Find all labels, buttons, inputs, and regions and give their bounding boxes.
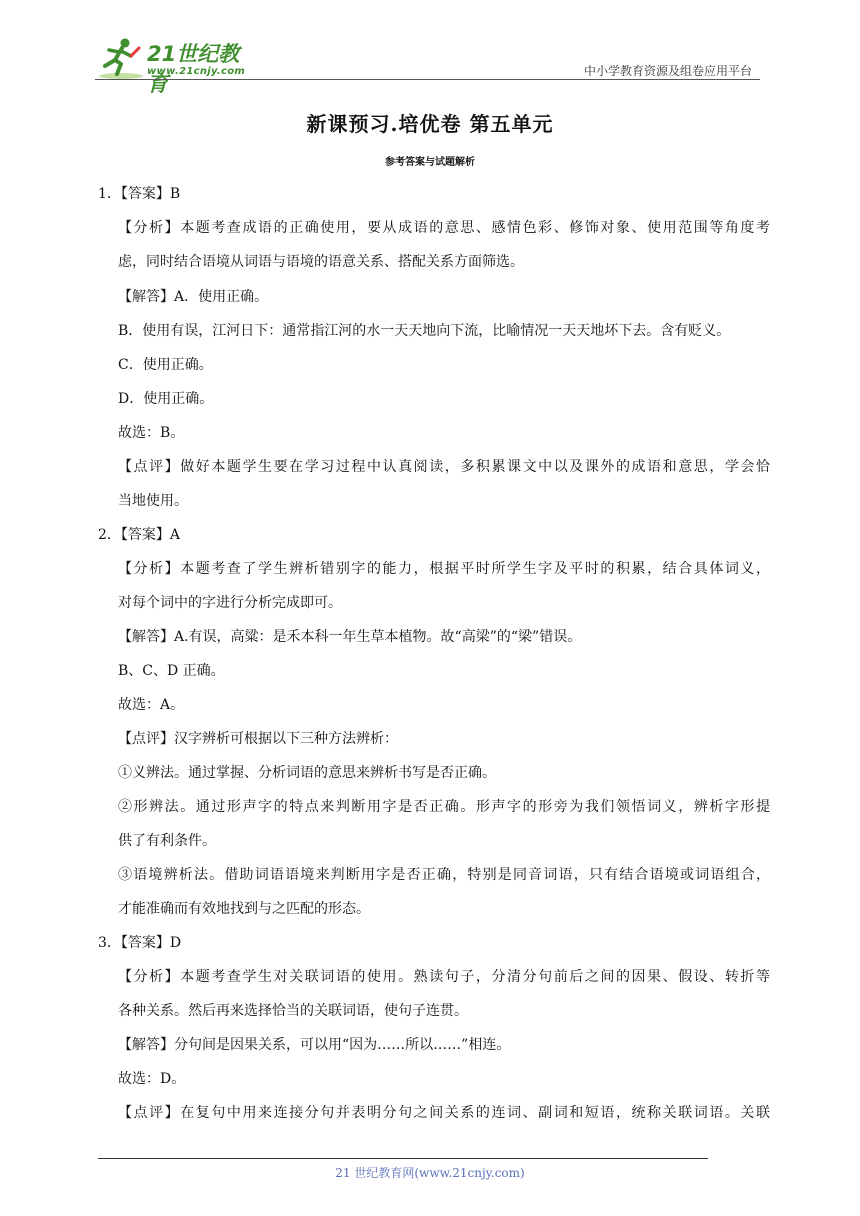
text-line: 【点评】做好本题学生要在学习过程中认真阅读，多积累课文中以及课外的成语和意思，学会恰 <box>118 459 770 475</box>
text-line: ①义辨法。通过掌握、分析词语的意思来辨析书写是否正确。 <box>118 765 496 781</box>
text-line: ③语境辨析法。借助词语语境来判断用字是否正确，特别是同音词语，只有结合语境或词语组合， <box>118 867 770 883</box>
text-line: D．使用正确。 <box>118 391 214 407</box>
text-line: 【点评】汉字辨析可根据以下三种方法辨析： <box>118 731 398 747</box>
text-line: 【解答】A.有误，高粱：是禾本科一年生草本植物。故“高梁”的“梁”错误。 <box>118 629 582 645</box>
logo-url: www.21cnjy.com <box>147 66 246 77</box>
text-line: 供了有利条件。 <box>118 833 216 849</box>
page-header <box>95 28 760 96</box>
answer-line-3: 3．【答案】D <box>98 935 182 951</box>
footer-divider <box>98 1158 708 1159</box>
text-line: 【解答】A．使用正确。 <box>118 289 269 305</box>
logo-text: 21世纪教育 <box>147 42 240 96</box>
text-line: 对每个词中的字进行分析完成即可。 <box>118 595 342 611</box>
site-logo[interactable] <box>95 36 260 96</box>
text-line: 故选：D。 <box>118 1071 186 1087</box>
text-line: B、C、D 正确。 <box>118 663 225 679</box>
answer-line-2: 2．【答案】A <box>98 527 181 543</box>
page-title: 新课预习.培优卷 第五单元 <box>306 112 554 136</box>
text-line: 【分析】本题考查学生对关联词语的使用。熟读句子，分清分句前后之间的因果、假设、转折等 <box>118 969 770 985</box>
text-line: ②形辨法。通过形声字的特点来判断用字是否正确。形声字的形旁为我们领悟词义，辨析字形提 <box>118 799 770 815</box>
running-figure-icon <box>95 36 143 80</box>
page-footer[interactable]: 21 世纪教育网(www.21cnjy.com) <box>335 1166 525 1180</box>
text-line: 【分析】本题考查了学生辨析错别字的能力，根据平时所学生字及平时的积累，结合具体词义， <box>118 561 770 577</box>
answer-line-1: 1．【答案】B <box>98 186 181 202</box>
text-line: 【点评】在复句中用来连接分句并表明分句之间关系的连词、副词和短语，统称关联词语。关联 <box>118 1105 770 1121</box>
text-line: 故选：A。 <box>118 697 185 713</box>
text-line: 各种关系。然后再来选择恰当的关联词语，使句子连贯。 <box>118 1003 468 1019</box>
platform-label: 中小学教育资源及组卷应用平台 <box>583 64 752 78</box>
page-subtitle: 参考答案与试题解析 <box>385 157 475 168</box>
text-line: 【分析】本题考查成语的正确使用，要从成语的意思、感情色彩、修饰对象、使用范围等角度考 <box>118 220 770 236</box>
header-divider <box>95 79 760 80</box>
text-line: 才能准确而有效地找到与之匹配的形态。 <box>118 901 370 917</box>
text-line: 【解答】分句间是因果关系，可以用“因为……所以……”相连。 <box>118 1037 511 1053</box>
text-line: C．使用正确。 <box>118 357 213 373</box>
text-line: 当地使用。 <box>118 493 188 509</box>
text-line: B．使用有误，江河日下：通常指江河的水一天天地向下流，比喻情况一天天地坏下去。含有贬义。 <box>118 323 731 339</box>
text-line: 虑，同时结合语境从词语与语境的语意关系、搭配关系方面筛选。 <box>118 254 524 270</box>
text-line: 故选：B。 <box>118 425 185 441</box>
